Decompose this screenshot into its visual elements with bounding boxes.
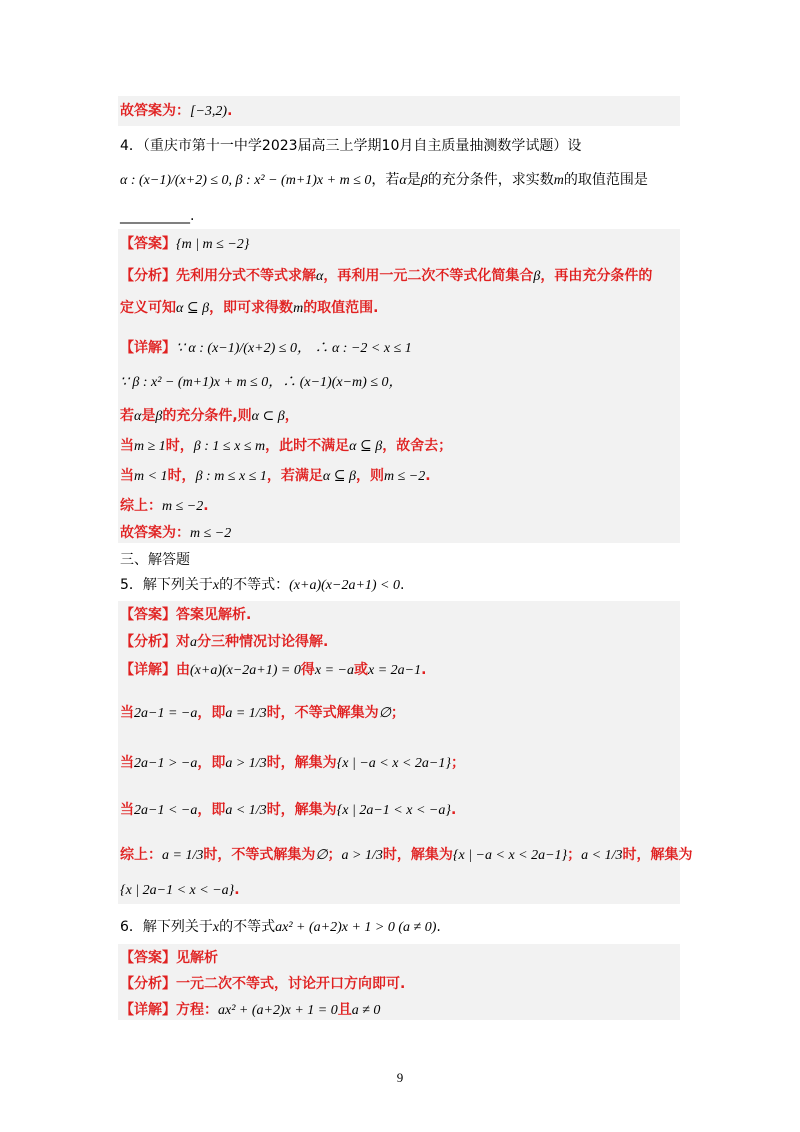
text-span: 的取值范围. bbox=[303, 300, 379, 316]
text-span: 或 bbox=[353, 662, 368, 678]
math-expression: {x | 2a−1 < x < −a} bbox=[120, 883, 235, 898]
text-span: ，再利用一元二次不等式化简集合 bbox=[323, 268, 534, 284]
text-line bbox=[120, 948, 218, 968]
math-expression: {x | −a < x < 2a−1} bbox=[452, 848, 568, 863]
section-heading bbox=[120, 550, 190, 570]
text-span: ； bbox=[390, 705, 405, 721]
text-line bbox=[120, 703, 405, 724]
math-expression: α bbox=[316, 269, 324, 284]
text-span: . bbox=[227, 103, 233, 119]
text-span: 的充分条件，求实数 bbox=[427, 172, 554, 188]
math-expression: x bbox=[212, 920, 220, 935]
math-expression: m bbox=[553, 173, 564, 188]
math-expression: a > 1/3 bbox=[341, 848, 383, 863]
text-line bbox=[120, 974, 405, 994]
math-expression: β : m ≤ x ≤ 1 bbox=[195, 469, 267, 484]
text-span: 的取值范围是 bbox=[563, 172, 648, 188]
text-line bbox=[120, 234, 249, 255]
math-expression: m bbox=[293, 301, 304, 316]
text-line bbox=[120, 101, 232, 122]
math-expression: m ≤ −2 bbox=[383, 469, 426, 484]
text-span: 的充分条件,则 bbox=[162, 408, 252, 424]
text-span: 【详解】 bbox=[120, 340, 176, 356]
text-span: 【答案】见解析 bbox=[120, 950, 218, 966]
text-span: 当 bbox=[120, 468, 134, 484]
text-span: 定义可知 bbox=[120, 300, 176, 316]
math-expression: ax² + (a+2)x + 1 = 0 bbox=[218, 1003, 338, 1018]
text-line bbox=[120, 845, 693, 866]
math-expression: m ≤ −2 bbox=[190, 526, 232, 541]
math-expression: x bbox=[212, 578, 220, 593]
text-line bbox=[120, 632, 328, 653]
text-line bbox=[120, 372, 403, 393]
math-expression: m ≥ 1 bbox=[134, 439, 166, 454]
math-expression: β bbox=[420, 173, 428, 188]
math-expression: a < 1/3 bbox=[581, 848, 623, 863]
text-line bbox=[120, 660, 426, 681]
text-span: 当 bbox=[120, 802, 134, 818]
text-line bbox=[120, 917, 441, 938]
text-line bbox=[120, 338, 412, 359]
text-span: 当 bbox=[120, 755, 134, 771]
text-line bbox=[120, 170, 648, 191]
text-span: ，再由充分条件的 bbox=[540, 268, 653, 284]
text-span: 分三种情况讨论得解. bbox=[197, 634, 329, 650]
text-span: 6．解下列关于 bbox=[120, 919, 213, 935]
text-span: 时，不等式解集为 bbox=[203, 847, 316, 863]
math-expression: α ⊆ β bbox=[322, 469, 356, 484]
text-span: 时，解集为 bbox=[382, 847, 453, 863]
math-expression: α ⊆ β bbox=[349, 439, 383, 454]
text-span: 综上： bbox=[120, 498, 162, 514]
math-expression: a = 1/3 bbox=[225, 706, 267, 721]
math-expression: m < 1 bbox=[134, 469, 168, 484]
text-line bbox=[120, 406, 299, 427]
text-span: ，即 bbox=[197, 755, 226, 771]
text-span: 时，解集为 bbox=[266, 802, 337, 818]
math-expression: {x | 2a−1 < x < −a} bbox=[336, 803, 451, 818]
text-span: ，故舍去； bbox=[382, 438, 453, 454]
text-span: 时， bbox=[165, 438, 194, 454]
text-span: 是 bbox=[141, 408, 156, 424]
text-span: 【答案】 bbox=[120, 236, 176, 252]
text-span: 【分析】对 bbox=[120, 634, 190, 650]
math-expression: β bbox=[155, 409, 163, 424]
text-span: ，即 bbox=[197, 705, 226, 721]
math-expression: α bbox=[134, 409, 142, 424]
text-span: . bbox=[421, 662, 427, 678]
text-span: 若 bbox=[120, 408, 134, 424]
math-expression: x = 2a−1 bbox=[367, 663, 422, 678]
text-line bbox=[120, 753, 465, 774]
text-span: . bbox=[425, 468, 431, 484]
text-line bbox=[120, 136, 581, 156]
math-expression: (x+a)(x−2a+1) < 0 bbox=[289, 578, 401, 593]
text-span: 故答案为： bbox=[120, 103, 190, 119]
math-expression: a < 1/3 bbox=[225, 803, 267, 818]
math-expression: [−3,2) bbox=[190, 104, 228, 119]
text-span: ； bbox=[567, 847, 582, 863]
text-line bbox=[120, 575, 404, 596]
math-expression: a > 1/3 bbox=[225, 756, 267, 771]
text-span: . bbox=[450, 802, 457, 818]
text-span: . bbox=[436, 919, 441, 935]
text-span: ，此时不满足 bbox=[265, 438, 350, 454]
text-span: . bbox=[400, 577, 405, 593]
text-line bbox=[120, 880, 240, 901]
math-expression: {x | −a < x < 2a−1} bbox=[336, 756, 451, 771]
math-expression: x = −a bbox=[314, 663, 354, 678]
text-line bbox=[120, 466, 431, 487]
text-span: 当 bbox=[120, 705, 134, 721]
text-span: ； bbox=[327, 847, 342, 863]
text-line bbox=[120, 496, 209, 517]
text-span: 【分析】先利用分式不等式求解 bbox=[120, 268, 316, 284]
text-span: 当 bbox=[120, 438, 134, 454]
math-expression: {m | m ≤ −2} bbox=[176, 237, 250, 252]
text-span: ，若满足 bbox=[266, 468, 323, 484]
math-expression: ∵ α : (x−1)/(x+2) ≤ 0， ∴ α : −2 < x ≤ 1 bbox=[176, 341, 412, 356]
text-line bbox=[120, 298, 379, 319]
text-line bbox=[120, 800, 456, 821]
text-span: 【详解】方程： bbox=[120, 1002, 218, 1018]
text-span: 时，解集为 bbox=[622, 847, 693, 863]
text-span: ，即可求得数 bbox=[209, 300, 294, 316]
text-span: ，即 bbox=[197, 802, 226, 818]
text-span: 4．（重庆市第十一中学2023届高三上学期10月自主质量抽测数学试题）设 bbox=[120, 138, 582, 154]
text-span: 【详解】由 bbox=[120, 662, 190, 678]
math-expression: (x+a)(x−2a+1) = 0 bbox=[190, 663, 301, 678]
text-span: 5．解下列关于 bbox=[120, 577, 213, 593]
text-span: ，则 bbox=[355, 468, 384, 484]
text-span: 【分析】一元二次不等式，讨论开口方向即可. bbox=[120, 976, 406, 992]
text-span: 是 bbox=[406, 172, 421, 188]
text-line bbox=[120, 523, 231, 544]
text-span: 【答案】答案见解析. bbox=[120, 607, 252, 623]
math-expression: ∅ bbox=[378, 706, 391, 721]
text-span: ， bbox=[284, 408, 299, 424]
text-line bbox=[120, 436, 452, 457]
text-span: 三、解答题 bbox=[120, 552, 190, 568]
text-span: . bbox=[203, 498, 209, 514]
math-expression: α ⊆ β bbox=[176, 301, 210, 316]
text-span: 时，不等式解集为 bbox=[266, 705, 379, 721]
math-expression: 2a−1 < −a bbox=[134, 803, 198, 818]
math-expression: a ≠ 0 bbox=[351, 1003, 381, 1018]
math-expression: β bbox=[533, 269, 541, 284]
math-expression: β : 1 ≤ x ≤ m bbox=[193, 439, 266, 454]
page-number: 9 bbox=[396, 1070, 404, 1085]
math-expression: a = 1/3 bbox=[162, 848, 204, 863]
text-line bbox=[120, 266, 652, 287]
text-span: 的不等式： bbox=[219, 577, 290, 593]
text-span: 故答案为： bbox=[120, 525, 190, 541]
text-span: ，若 bbox=[371, 172, 400, 188]
math-expression: ∅ bbox=[315, 848, 328, 863]
math-expression: α : (x−1)/(x+2) ≤ 0, β : x² − (m+1)x + m ≤ 0 bbox=[120, 173, 372, 188]
text-span: 时，解集为 bbox=[266, 755, 337, 771]
math-expression: m ≤ −2 bbox=[162, 499, 204, 514]
text-line bbox=[120, 605, 251, 625]
text-span: . bbox=[234, 882, 240, 898]
text-span: 得 bbox=[300, 662, 315, 678]
text-span: __________. bbox=[120, 208, 195, 224]
math-expression: ax² + (a+2)x + 1 > 0 (a ≠ 0) bbox=[275, 920, 437, 935]
math-expression: a bbox=[190, 635, 197, 650]
text-span: 的不等式 bbox=[219, 919, 276, 935]
text-line bbox=[120, 206, 194, 226]
math-expression: ∵ β : x² − (m+1)x + m ≤ 0，∴ (x−1)(x−m) ≤ 0， bbox=[120, 375, 403, 390]
text-line bbox=[120, 1000, 380, 1021]
math-expression: α ⊂ β bbox=[251, 409, 285, 424]
math-expression: 2a−1 = −a bbox=[134, 706, 198, 721]
math-expression: 2a−1 > −a bbox=[134, 756, 198, 771]
math-expression: α bbox=[399, 173, 407, 188]
text-span: 且 bbox=[337, 1002, 352, 1018]
text-span: ； bbox=[450, 755, 465, 771]
text-span: 时， bbox=[167, 468, 196, 484]
text-span: 综上： bbox=[120, 847, 162, 863]
